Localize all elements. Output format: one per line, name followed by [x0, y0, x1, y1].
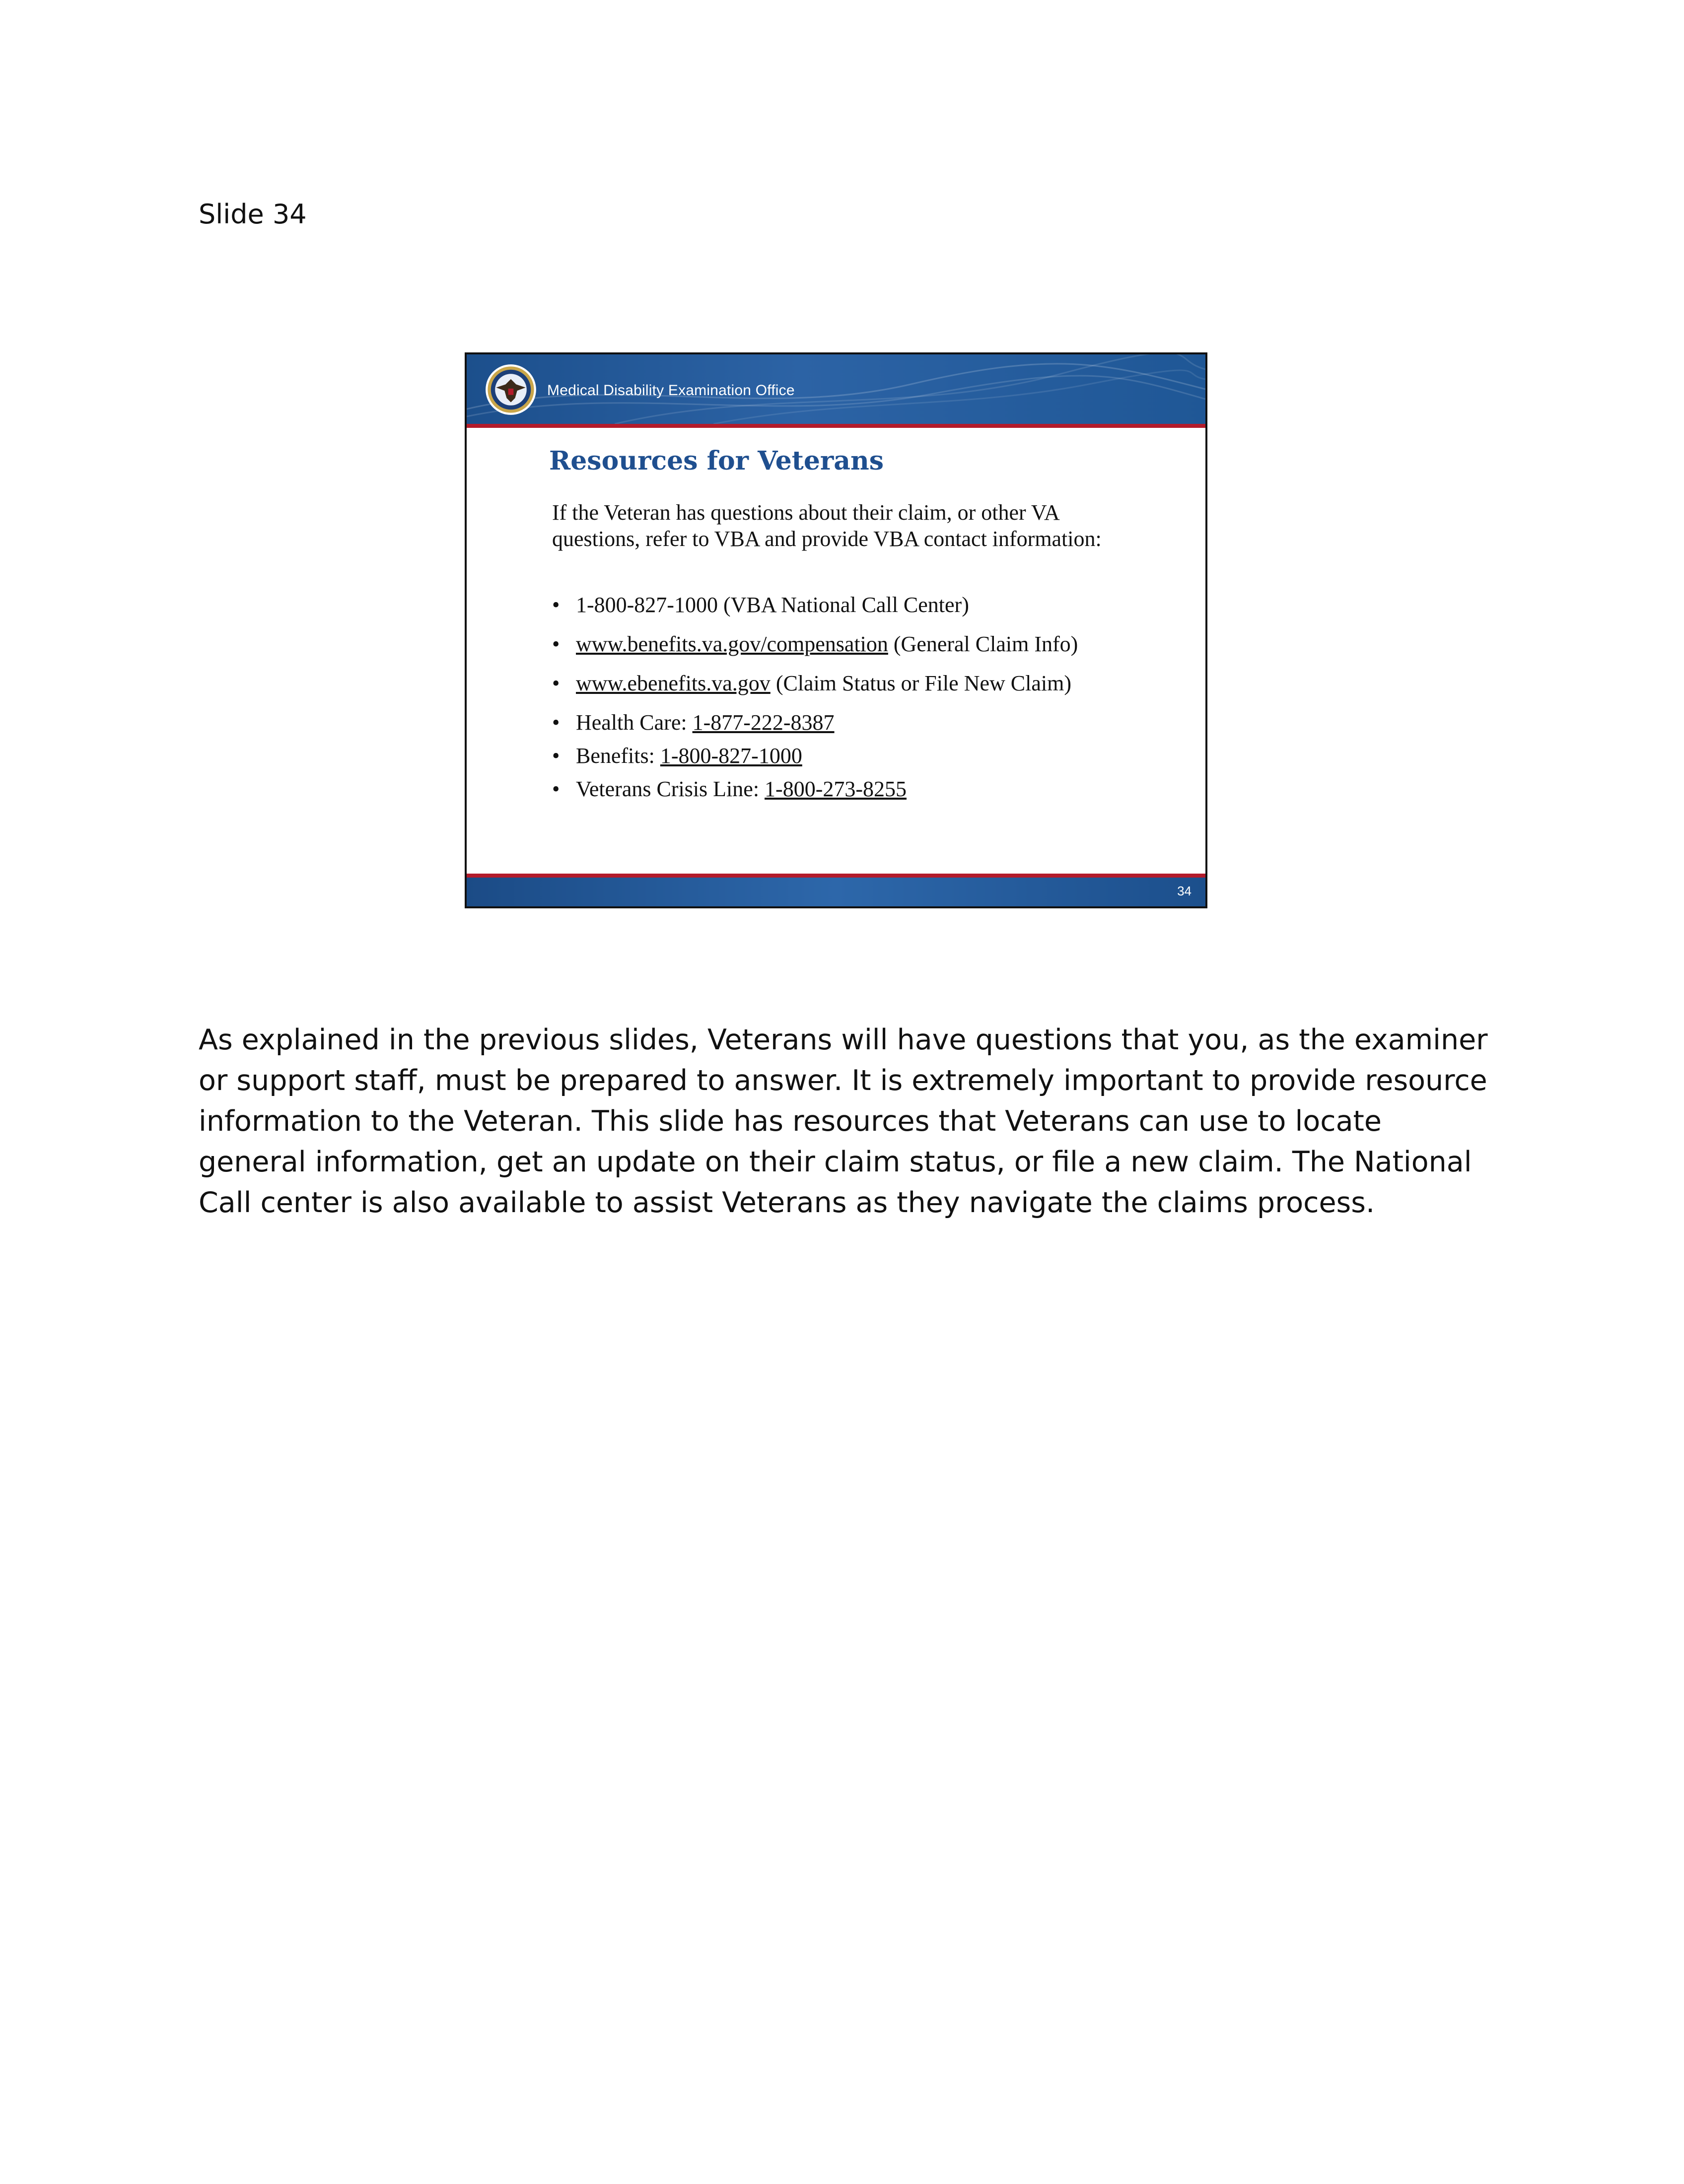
- ebenefits-link[interactable]: www.ebenefits.va.gov: [576, 671, 771, 695]
- item-label: Health Care:: [576, 710, 693, 735]
- header-divider: [467, 424, 1205, 428]
- list-item: [552, 592, 1148, 618]
- va-seal-icon: [485, 363, 537, 416]
- slide-header: [467, 354, 1205, 424]
- slide-footer: [467, 878, 1205, 908]
- benefits-phone-link[interactable]: 1-800-827-1000: [660, 744, 802, 768]
- resource-list: [552, 592, 1148, 802]
- speaker-notes: As explained in the previous slides, Veterans will have questions that you, as the examiner or support staff, must be prepared to answer. It is extremely important to provide resource information to the Veteran. This slide has resources that Veterans can use to locate general information, get an update on their claim status, or file a new claim. The National Call center is also available to assist Veterans as they navigate the claims process.: [199, 1024, 1488, 1219]
- intro-text: If the Veteran has questions about their claim, or other VA questions, refer to VBA and provide VBA contact information:: [552, 500, 1102, 551]
- item-label: Benefits:: [576, 744, 660, 768]
- slide-title: Resources for Veterans: [549, 446, 884, 476]
- list-item: [552, 743, 1148, 769]
- list-item: [552, 709, 1148, 736]
- slide-thumbnail: [465, 352, 1207, 908]
- item-text: 1-800-827-1000 (VBA National Call Center): [576, 593, 969, 617]
- health-care-phone-link[interactable]: 1-877-222-8387: [692, 710, 835, 735]
- crisis-line-phone-link[interactable]: 1-800-273-8255: [765, 777, 907, 801]
- slide-number-label: Slide 34: [199, 199, 307, 230]
- item-text: (Claim Status or File New Claim): [770, 671, 1071, 695]
- footer-divider: [467, 874, 1205, 878]
- benefits-link[interactable]: www.benefits.va.gov/compensation: [576, 632, 888, 656]
- office-name: Medical Disability Examination Office: [547, 382, 795, 399]
- list-item: [552, 670, 1148, 696]
- item-text: (General Claim Info): [888, 632, 1078, 656]
- item-label: Veterans Crisis Line:: [576, 777, 765, 801]
- list-item: [552, 631, 1148, 657]
- slide-page-number: 34: [1177, 884, 1192, 898]
- list-item: [552, 776, 1148, 802]
